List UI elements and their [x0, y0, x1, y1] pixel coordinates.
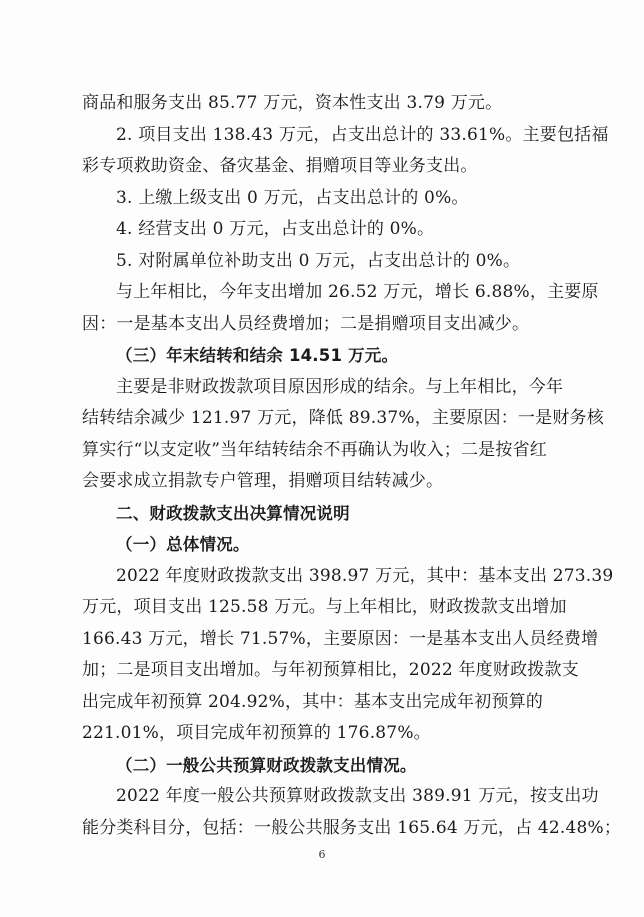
text-line: 商品和服务支出 85.77 万元，资本性支出 3.79 万元。	[82, 93, 503, 113]
text-line: 2022 年度财政拨款支出 398.97 万元，其中：基本支出 273.39	[116, 565, 614, 586]
text-line: 加；二是项目支出增加。与年初预算相比，2022 年度财政拨款支	[82, 660, 579, 680]
text-line: 结转结余减少 121.97 万元，降低 89.37%，主要原因：一是财务核	[82, 408, 604, 428]
section-heading: （三）年末结转和结余 14.51 万元。	[116, 346, 399, 365]
text-line: 主要是非财政拨款项目原因形成的结余。与上年相比，今年	[116, 376, 564, 397]
text-line: 算实行“以支定收”当年结转结余不再确认为收入；二是按省红	[82, 439, 547, 460]
text-line: 与上年相比，今年支出增加 26.52 万元，增长 6.88%，主要原	[116, 282, 599, 302]
section-heading: 二、财政拨款支出决算情况说明	[116, 503, 350, 523]
text-line: 166.43 万元，增长 71.57%，主要原因：一是基本支出人员经费增	[82, 628, 599, 649]
text-line: 出完成年初预算 204.92%，其中：基本支出完成年初预算的	[82, 691, 544, 712]
text-line: 彩专项救助资金、备灾基金、捐赠项目等业务支出。	[82, 156, 478, 176]
section-heading: （一）总体情况。	[116, 535, 250, 554]
text-line: 2. 项目支出 138.43 万元，占支出总计的 33.61%。主要包括福	[116, 124, 609, 145]
text-line: 会要求成立捐款专户管理，捐赠项目结转减少。	[82, 471, 444, 491]
body-text	[82, 88, 622, 844]
text-line: 5. 对附属单位补助支出 0 万元，占支出总计的 0%。	[116, 250, 521, 271]
text-line: 221.01%，项目完成年初预算的 176.87%。	[82, 723, 431, 743]
text-line: 2022 年度一般公共预算财政拨款支出 389.91 万元，按支出功	[116, 786, 599, 806]
text-line: 3. 上缴上级支出 0 万元，占支出总计的 0%。	[116, 187, 469, 208]
text-line: 因：一是基本支出人员经费增加；二是捐赠项目支出减少。	[82, 313, 530, 334]
section-heading: （二）一般公共预算财政拨款支出情况。	[116, 755, 417, 775]
text-line: 能分类科目分，包括：一般公共服务支出 165.64 万元，占 42.48%；	[82, 817, 622, 838]
text-line: 万元，项目支出 125.58 万元。与上年相比，财政拨款支出增加	[82, 597, 567, 617]
text-line: 4. 经营支出 0 万元，占支出总计的 0%。	[116, 219, 435, 239]
page-number: 6	[318, 848, 326, 861]
